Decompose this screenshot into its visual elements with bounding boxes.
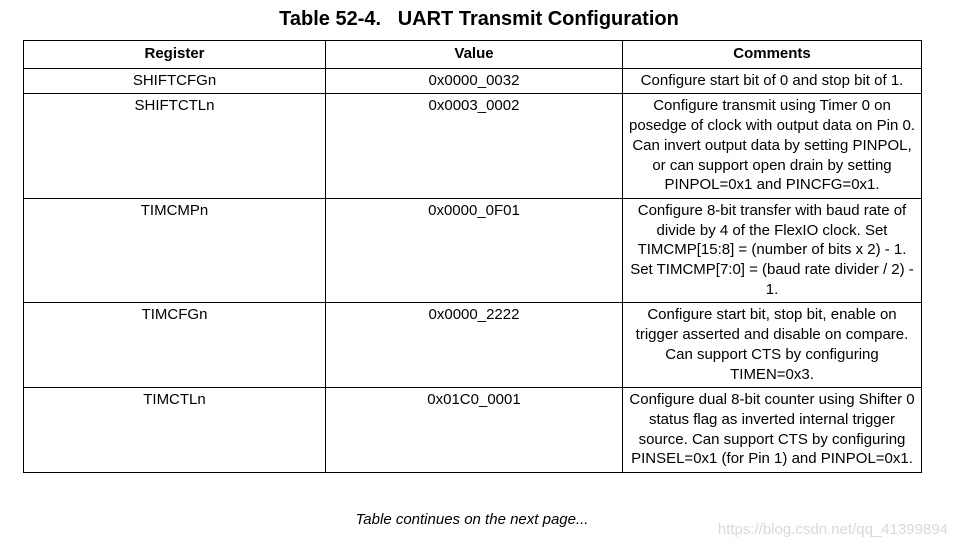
comment-cell: Configure 8-bit transfer with baud rate of divide by 4 of the FlexIO clock. Set TIMCMP[15:8] = (number of bits x 2) - 1. Set TIMCMP[7:0] = (baud rate divider / 2) - 1.: [623, 198, 922, 303]
value-cell: 0x0003_0002: [326, 94, 623, 199]
table-row: [24, 198, 922, 303]
header-comments: Comments: [623, 41, 922, 69]
table-row: [24, 94, 922, 199]
uart-transmit-config-table: [23, 40, 922, 473]
value-cell: 0x01C0_0001: [326, 388, 623, 473]
header-register: Register: [24, 41, 326, 69]
table-row: [24, 388, 922, 473]
value-cell: 0x0000_2222: [326, 303, 623, 388]
header-value: Value: [326, 41, 623, 69]
header-row: [24, 41, 922, 69]
table-row: [24, 303, 922, 388]
value-cell: 0x0000_0F01: [326, 198, 623, 303]
register-cell: SHIFTCTLn: [24, 94, 326, 199]
comment-cell: Configure transmit using Timer 0 on posedge of clock with output data on Pin 0. Can invert output data by setting PINPOL, or can support open drain by setting PINPOL=0x1 and PINCFG=0x1.: [623, 94, 922, 199]
register-cell: TIMCTLn: [24, 388, 326, 473]
register-cell: TIMCMPn: [24, 198, 326, 303]
continuation-note: Table continues on the next page...: [355, 511, 589, 528]
comment-cell: Configure dual 8-bit counter using Shifter 0 status flag as inverted internal trigger source. Can support CTS by configuring PINSEL=0x1 (for Pin 1) and PINPOL=0x1.: [623, 388, 922, 473]
register-cell: SHIFTCFGn: [24, 68, 326, 94]
register-cell: TIMCFGn: [24, 303, 326, 388]
value-cell: 0x0000_0032: [326, 68, 623, 94]
table-row: [24, 68, 922, 94]
comment-cell: Configure start bit of 0 and stop bit of 1.: [623, 68, 922, 94]
comment-cell: Configure start bit, stop bit, enable on trigger asserted and disable on compare. Can support CTS by configuring TIMEN=0x3.: [623, 303, 922, 388]
table-title: Table 52-4. UART Transmit Configuration: [279, 8, 679, 30]
watermark: https://blog.csdn.net/qq_41399894: [717, 521, 948, 538]
